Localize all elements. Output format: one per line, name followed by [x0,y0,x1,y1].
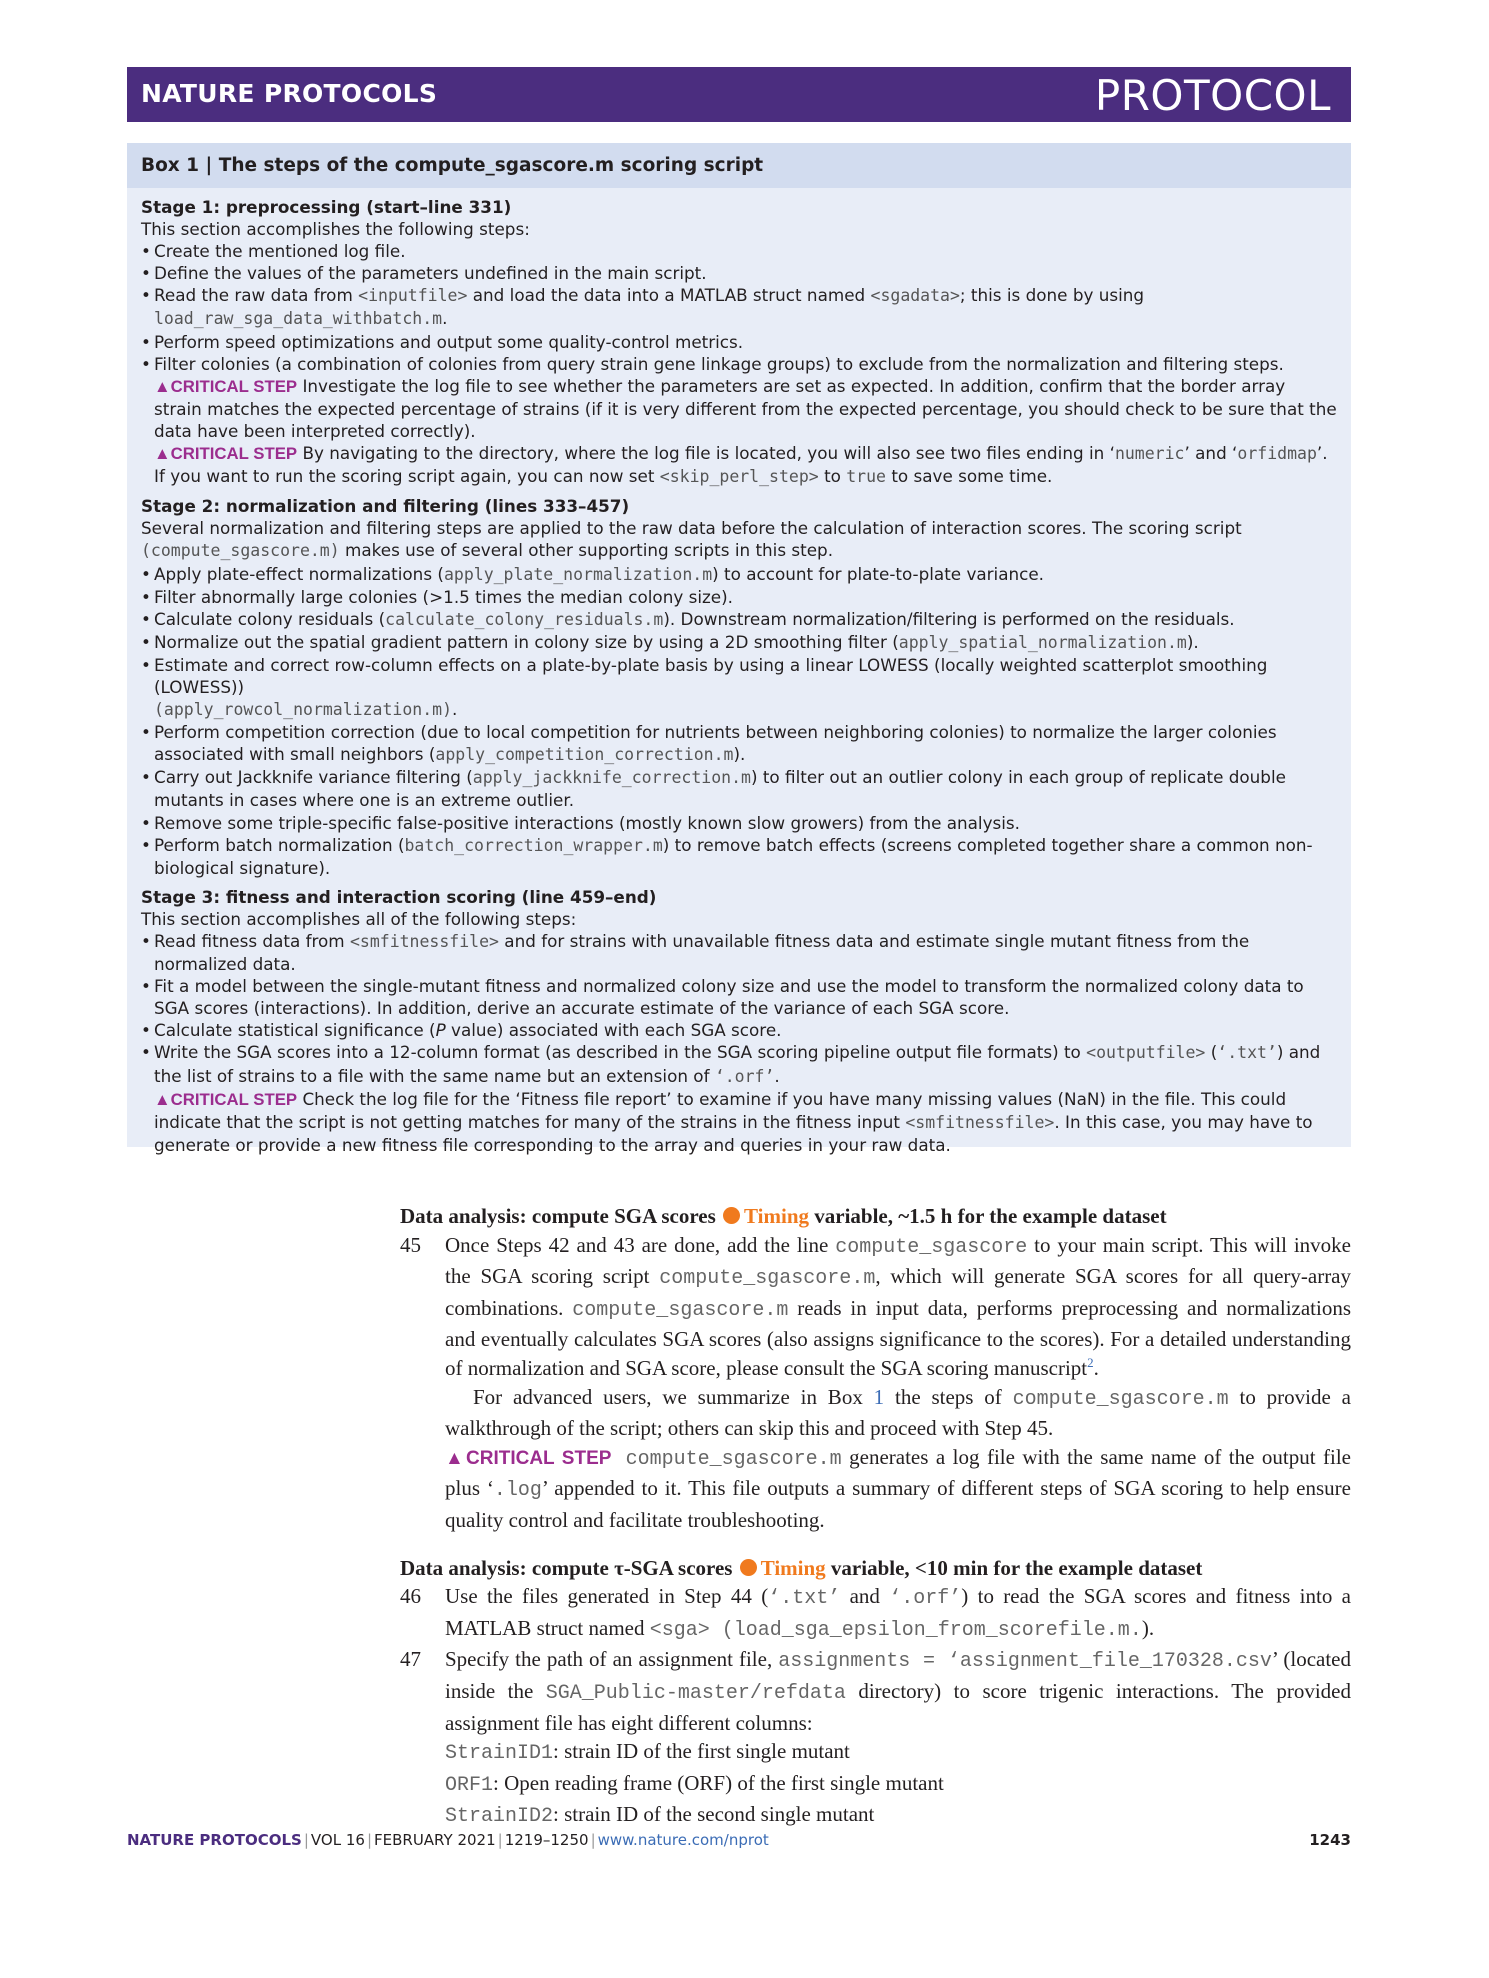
critical-step-label: ▲CRITICAL STEP [154,376,298,396]
stage3-bullet: • Fit a model between the single-mutant fitness and normalized colony size and use the model to transform the normalized colony data to SGA scores (interactions). In addition, derive an accurate estimate of the variance of each SGA score. [141,975,1337,1019]
timing-dot-icon [740,1559,757,1576]
stage2-bullet: • Perform batch normalization (batch_correction_wrapper.m) to remove batch effects (screens completed together share a common non-biological signature). [141,834,1337,879]
column-description: StrainID1: strain ID of the first single mutant [445,1739,850,1766]
step-45-critical: ▲CRITICAL STEP compute_sgascore.m generates a log file with the same name of the output file plus ‘.log’ appended to it. This file outputs a summary of different steps of SGA scoring to help ensure quality control and facilitate troubleshooting. [445,1444,1351,1532]
column-description: ORF1: Open reading frame (ORF) of the first single mutant [445,1770,944,1797]
critical-step-note: ▲CRITICAL STEP Investigate the log file to see whether the parameters are set as expected. In addition, confirm that the border array strain matches the expected percentage of strains (if it is very different from the expected percentage, you should check to be sure that the data have been interpreted correctly). [154,375,1337,441]
step-45: 45 Once Steps 42 and 43 are done, add the line compute_sgascore to your main script. This will invoke the SGA scoring script compute_sgascore.m, which will generate SGA scores for all query-array combinations. compute_sgascore.m reads in input data, performs preprocessing and normalizations and eventually calculates SGA scores (also assigns significance to the scores). For a detailed understanding of normalization and SGA score, please consult the SGA scoring manuscript$^2$. For advanced users, we summarize in Box 1 the steps of compute_sgascore.m to provide a walkthrough of the script; others can skip this and proceed with Step 45. ▲CRITICAL STEP compute_sgascore.m generates a log file with the same name of the output file plus ‘.log’ appended to it. This file outputs a summary of different steps of SGA scoring to help ensure quality control and facilitate troubleshooting. [400,1231,1351,1535]
timing-dot-icon [723,1207,740,1224]
stage3-intro: This section accomplishes all of the following steps: [141,908,577,929]
stage2-bullet: • Normalize out the spatial gradient pattern in colony size by using a 2D smoothing filter (apply_spatial_normalization.m). [141,631,1337,654]
stage2-bullet: • Carry out Jackknife variance filtering (apply_jackknife_correction.m) to filter out an outlier colony in each group of replicate double mutants in cases where one is an extreme outlier. [141,766,1337,811]
critical-step-label: ▲CRITICAL STEP [154,444,298,464]
stage1-bullet: • Filter colonies (a combination of colonies from query strain gene linkage groups) to exclude from the normalization and filtering steps. [141,353,1337,375]
stage2-intro: Several normalization and filtering steps are applied to the raw data before the calculation of interaction scores. The scoring script (compute_sgascore.m) makes use of several other supporting scripts in this step. [141,518,1242,561]
critical-step-label: ▲CRITICAL STEP [154,1089,298,1109]
step-45-paragraph: For advanced users, we summarize in Box 1 the steps of compute_sgascore.m to provide a walkthrough of the script; others can skip this and proceed with Step 45. [445,1384,1351,1441]
stage2-bullet: • Perform competition correction (due to local competition for nutrients between neighboring colonies) to normalize the larger colonies associated with small neighbors (apply_competition_correction.m). [141,721,1337,766]
stage1-bullet: • Define the values of the parameters undefined in the main script. [141,262,1337,284]
step-number: 46 [400,1584,421,1609]
stage2-bullet: • Remove some triple-specific false-positive interactions (mostly known slow growers) from the analysis. [141,812,1337,834]
box-1 [127,143,1351,1155]
stage2-bullet: • Estimate and correct row-column effects on a plate-by-plate basis by using a linear LOWESS (locally weighted scatterplot smoothing (LOWESS)) (apply_rowcol_normalization.m). [141,654,1337,721]
stage2-bullet: • Calculate colony residuals (calculate_colony_residuals.m). Downstream normalization/filtering is performed on the residuals. [141,608,1337,631]
column-description: StrainID2: strain ID of the second single mutant [445,1802,875,1829]
section-heading-sga: Data analysis: compute SGA scores Timing variable, ~1.5 h for the example dataset [400,1204,1167,1228]
step-number: 45 [400,1232,421,1257]
stage1-bullet: • Create the mentioned log file. [141,240,1337,262]
stage2-bullet: • Apply plate-effect normalizations (apply_plate_normalization.m) to account for plate-to-plate variance. [141,563,1337,586]
critical-step-note: ▲CRITICAL STEP Check the log file for the ‘Fitness file report’ to examine if you have many missing values (NaN) in the file. This could indicate that the script is not getting matches for many of the strains in the fitness input <smfitnessfile>. In this case, you may have to generate or provide a new fitness file corresponding to the array and queries in your raw data. [154,1088,1313,1155]
critical-step-note: ▲CRITICAL STEP By navigating to the directory, where the log file is located, you will also see two files ending in ‘numeric’ and ‘orfidmap’. If you want to run the scoring script again, you can now set <skip_perl_step> to true to save some time. [154,443,1328,487]
stage3-bullet: • Write the SGA scores into a 12-column format (as described in the SGA scoring pipeline output file formats) to <outputfile> (‘.txt’) and the list of strains to a file with the same name but an extension of ‘.orf’. [141,1041,1337,1087]
page-footer: NATURE PROTOCOLS | VOL 16 | FEBRUARY 2021 | 1219–1250 | www.nature.com/nprot 1243 [127,1831,1351,1849]
stage1-bullet: • Read the raw data from <inputfile> and load the data into a MATLAB struct named <sgadata>; this is done by using load_raw_sga_data_withbatch.m. [141,284,1337,330]
box-title: Box 1 | The steps of the compute_sgascore.m scoring script [127,143,1351,188]
stage3-heading: Stage 3: fitness and interaction scoring (line 459–end) [141,886,657,907]
footer-volume: VOL 16 [310,1831,365,1849]
journal-header-bar [127,67,1351,122]
article-type: PROTOCOL [1094,71,1331,120]
journal-name: NATURE PROTOCOLS [141,79,438,108]
stage3-bullet: • Read fitness data from <smfitnessfile> and for strains with unavailable fitness data and estimate single mutant fitness from the normalized data. [141,930,1337,975]
stage1-bullet: • Perform speed optimizations and output some quality-control metrics. [141,331,1337,353]
footer-date: FEBRUARY 2021 [374,1831,496,1849]
box-reference-link[interactable]: 1 [873,1384,885,1409]
stage3-bullet: • Calculate statistical significance (P value) associated with each SGA score. [141,1019,1337,1041]
box-body [127,188,1351,1156]
stage1-heading: Stage 1: preprocessing (start–line 331) [141,197,512,217]
page-number: 1243 [1309,1831,1351,1849]
section-heading-tau-sga: Data analysis: compute τ-SGA scores Timing variable, <10 min for the example dataset [400,1555,1203,1580]
footer-pages: 1219–1250 [504,1831,589,1849]
footer-url-link[interactable]: www.nature.com/nprot [597,1831,769,1849]
step-47: 47 Specify the path of an assignment file, assignments = ‘assignment_file_170328.csv’ (located inside the SGA_Public-master/refdata directory) to score trigenic interactions. The provided assignment file has eight different columns: StrainID1: strain ID of the first single mutant ORF1: Open reading frame (ORF) of the first single mutant StrainID2: strain ID of the second single mutant [400,1645,1351,1832]
footer-journal: NATURE PROTOCOLS [127,1831,302,1849]
reference-link[interactable]: 2 [1087,1354,1094,1370]
stage1-intro: This section accomplishes the following steps: [141,219,530,240]
step-number: 47 [400,1647,421,1672]
main-text [400,1202,1351,1832]
stage2-bullet: • Filter abnormally large colonies (>1.5 times the median colony size). [141,586,1337,608]
step-46: 46 Use the files generated in Step 44 (‘.txt’ and ‘.orf’) to read the SGA scores and fitness into a MATLAB struct named <sga> (load_sga_epsilon_from_scorefile.m.). [400,1584,1352,1642]
stage2-heading: Stage 2: normalization and filtering (lines 333–457) [141,496,630,517]
critical-step-label: ▲CRITICAL STEP [445,1447,612,1469]
